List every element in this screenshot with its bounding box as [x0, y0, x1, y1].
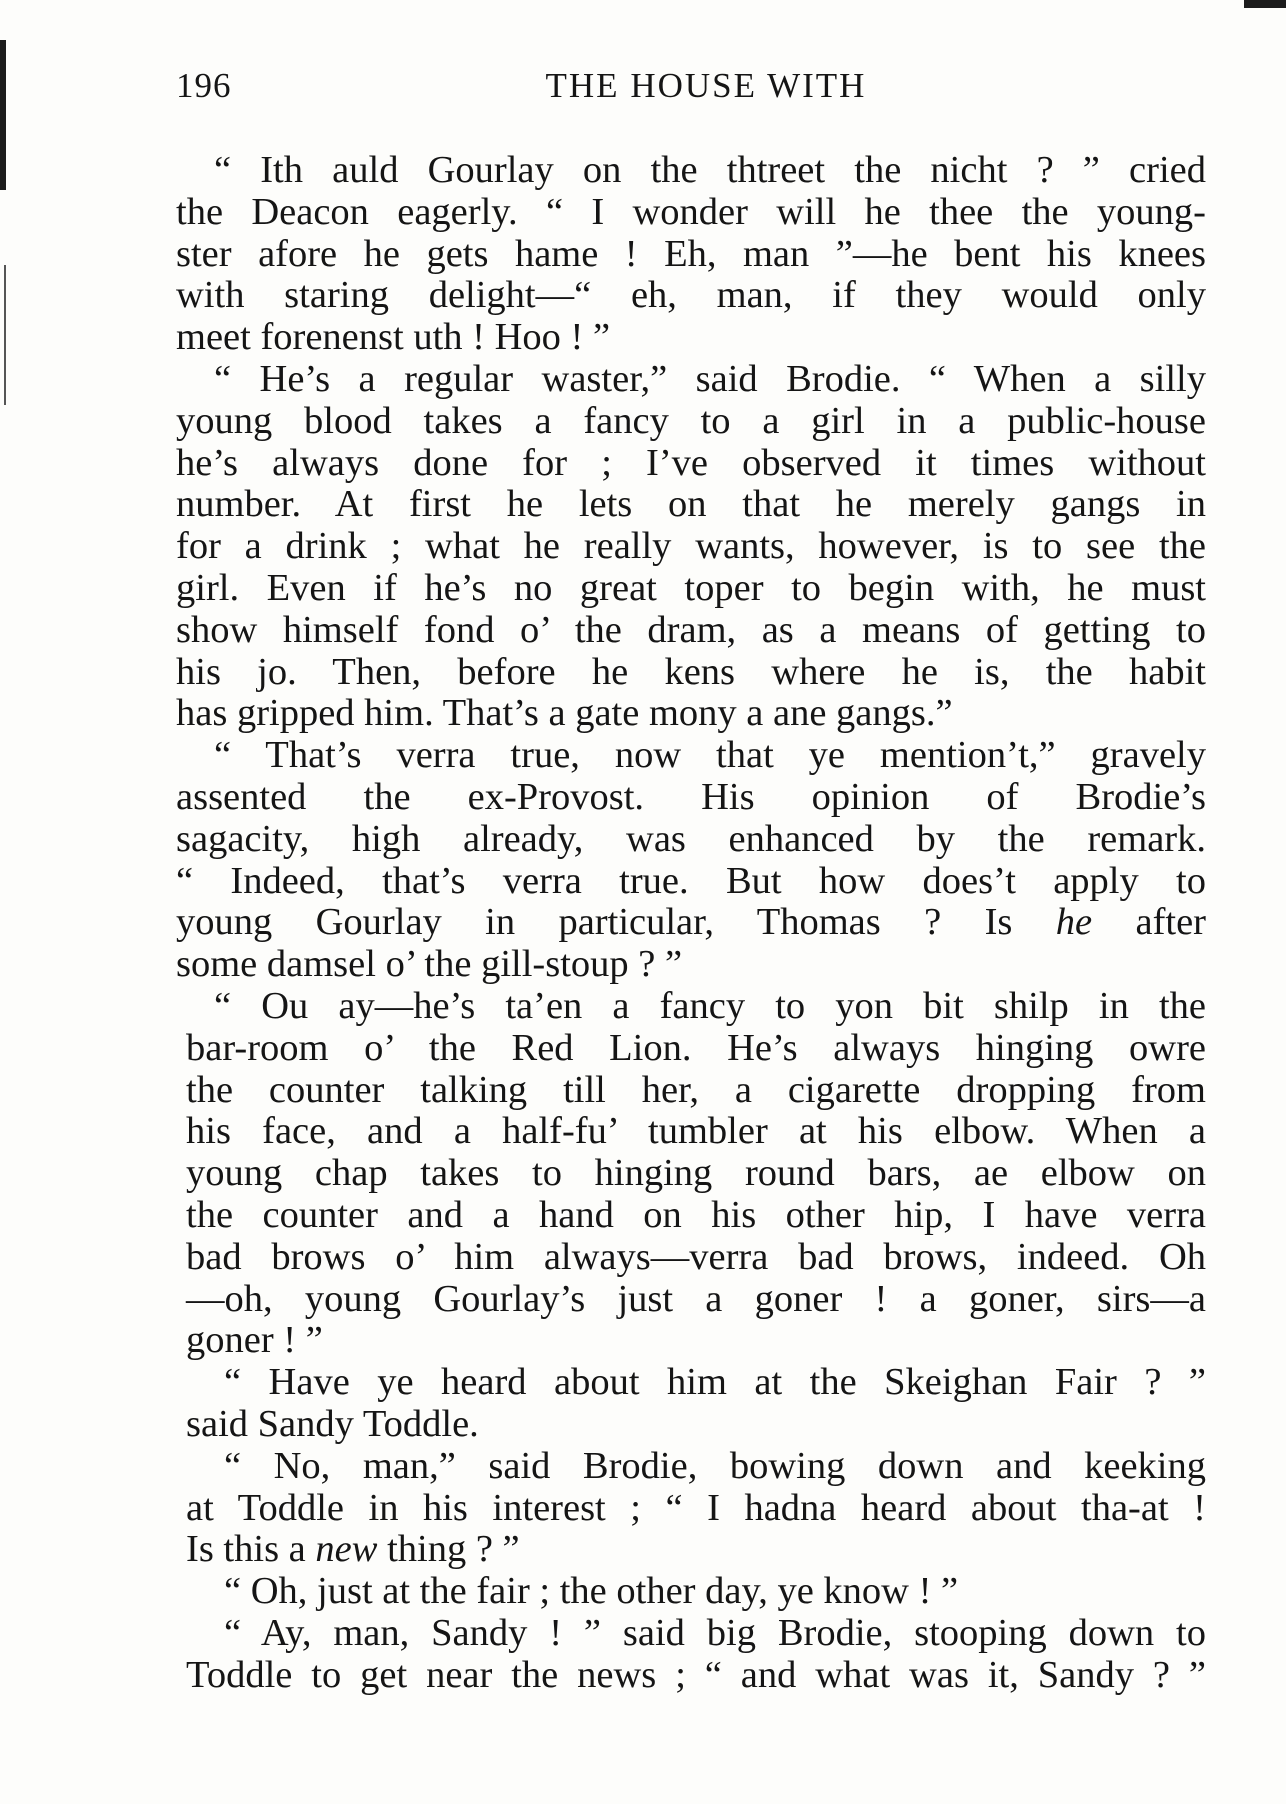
text-line: sagacity, high already, was enhanced by the remark.: [176, 817, 1206, 860]
text-line: the counter and a hand on his other hip, I have verra: [186, 1193, 1206, 1236]
text-line: “ Oh, just at the fair ; the other day, ye know ! ”: [224, 1570, 959, 1613]
page-number: 196: [176, 66, 232, 105]
text-line: “ No, man,” said Brodie, bowing down and keeking: [224, 1444, 1206, 1487]
text-line: at Toddle in his interest ; “ I hadna heard about tha-at !: [186, 1486, 1206, 1529]
text-line: “ That’s verra true, now that ye mention’t,” gravely: [214, 734, 1206, 777]
scan-edge-mark: [0, 40, 6, 190]
running-head: THE HOUSE WITH: [545, 66, 867, 105]
text-line: young Gourlay in particular, Thomas ? Is he after: [176, 901, 1206, 944]
scan-corner-mark: [1244, 0, 1286, 8]
text-line: meet forenenst uth ! Hoo ! ”: [176, 316, 611, 359]
text-line: Toddle to get near the news ; “ and what was it, Sandy ? ”: [186, 1653, 1206, 1696]
text-line: “ Ith auld Gourlay on the thtreet the nicht ? ” cried: [214, 149, 1206, 191]
text-line: for a drink ; what he really wants, however, is to see the: [176, 525, 1206, 568]
body-text: [176, 150, 1206, 1696]
text-line: “ Ay, man, Sandy ! ” said big Brodie, stooping down to: [224, 1611, 1206, 1654]
text-line: his face, and a half-fu’ tumbler at his elbow. When a: [186, 1110, 1206, 1153]
text-line: Is this a new thing ? ”: [186, 1528, 520, 1571]
text-line: number. At first he lets on that he merely gangs in: [176, 483, 1206, 526]
text-line: “ Indeed, that’s verra true. But how does’t apply to: [176, 859, 1206, 902]
text-line: young blood takes a fancy to a girl in a public-house: [176, 399, 1206, 442]
text-line: some damsel o’ the gill-stoup ? ”: [176, 943, 683, 986]
text-line: said Sandy Toddle.: [186, 1402, 479, 1445]
text-line: —oh, young Gourlay’s just a goner ! a goner, sirs—a: [186, 1277, 1206, 1320]
text-line: has gripped him. That’s a gate mony a ane gangs.”: [176, 692, 953, 735]
text-line: assented the ex-Provost. His opinion of Brodie’s: [176, 775, 1206, 818]
text-line: ster afore he gets hame ! Eh, man ”—he bent his knees: [176, 232, 1206, 275]
text-line: “ Ou ay—he’s ta’en a fancy to yon bit shilp in the: [214, 984, 1206, 1027]
text-line: with staring delight—“ eh, man, if they would only: [176, 274, 1206, 317]
text-line: young chap takes to hinging round bars, ae elbow on: [186, 1152, 1206, 1195]
scan-edge-mark: [4, 265, 6, 405]
text-line: show himself fond o’ the dram, as a means of getting to: [176, 608, 1206, 651]
text-line: his jo. Then, before he kens where he is, the habit: [176, 650, 1206, 693]
text-line: girl. Even if he’s no great toper to begin with, he must: [176, 566, 1206, 609]
text-line: bar-room o’ the Red Lion. He’s always hinging owre: [186, 1026, 1206, 1069]
page-header: [176, 66, 1206, 116]
text-line: the Deacon eagerly. “ I wonder will he thee the young-: [176, 190, 1206, 233]
text-line: the counter talking till her, a cigarette dropping from: [186, 1068, 1206, 1111]
text-line: “ Have ye heard about him at the Skeighan Fair ? ”: [224, 1361, 1206, 1404]
text-line: bad brows o’ him always—verra bad brows, indeed. Oh: [186, 1235, 1206, 1278]
text-line: “ He’s a regular waster,” said Brodie. “ When a silly: [214, 357, 1206, 400]
text-line: goner ! ”: [186, 1319, 323, 1362]
text-line: he’s always done for ; I’ve observed it times without: [176, 441, 1206, 484]
